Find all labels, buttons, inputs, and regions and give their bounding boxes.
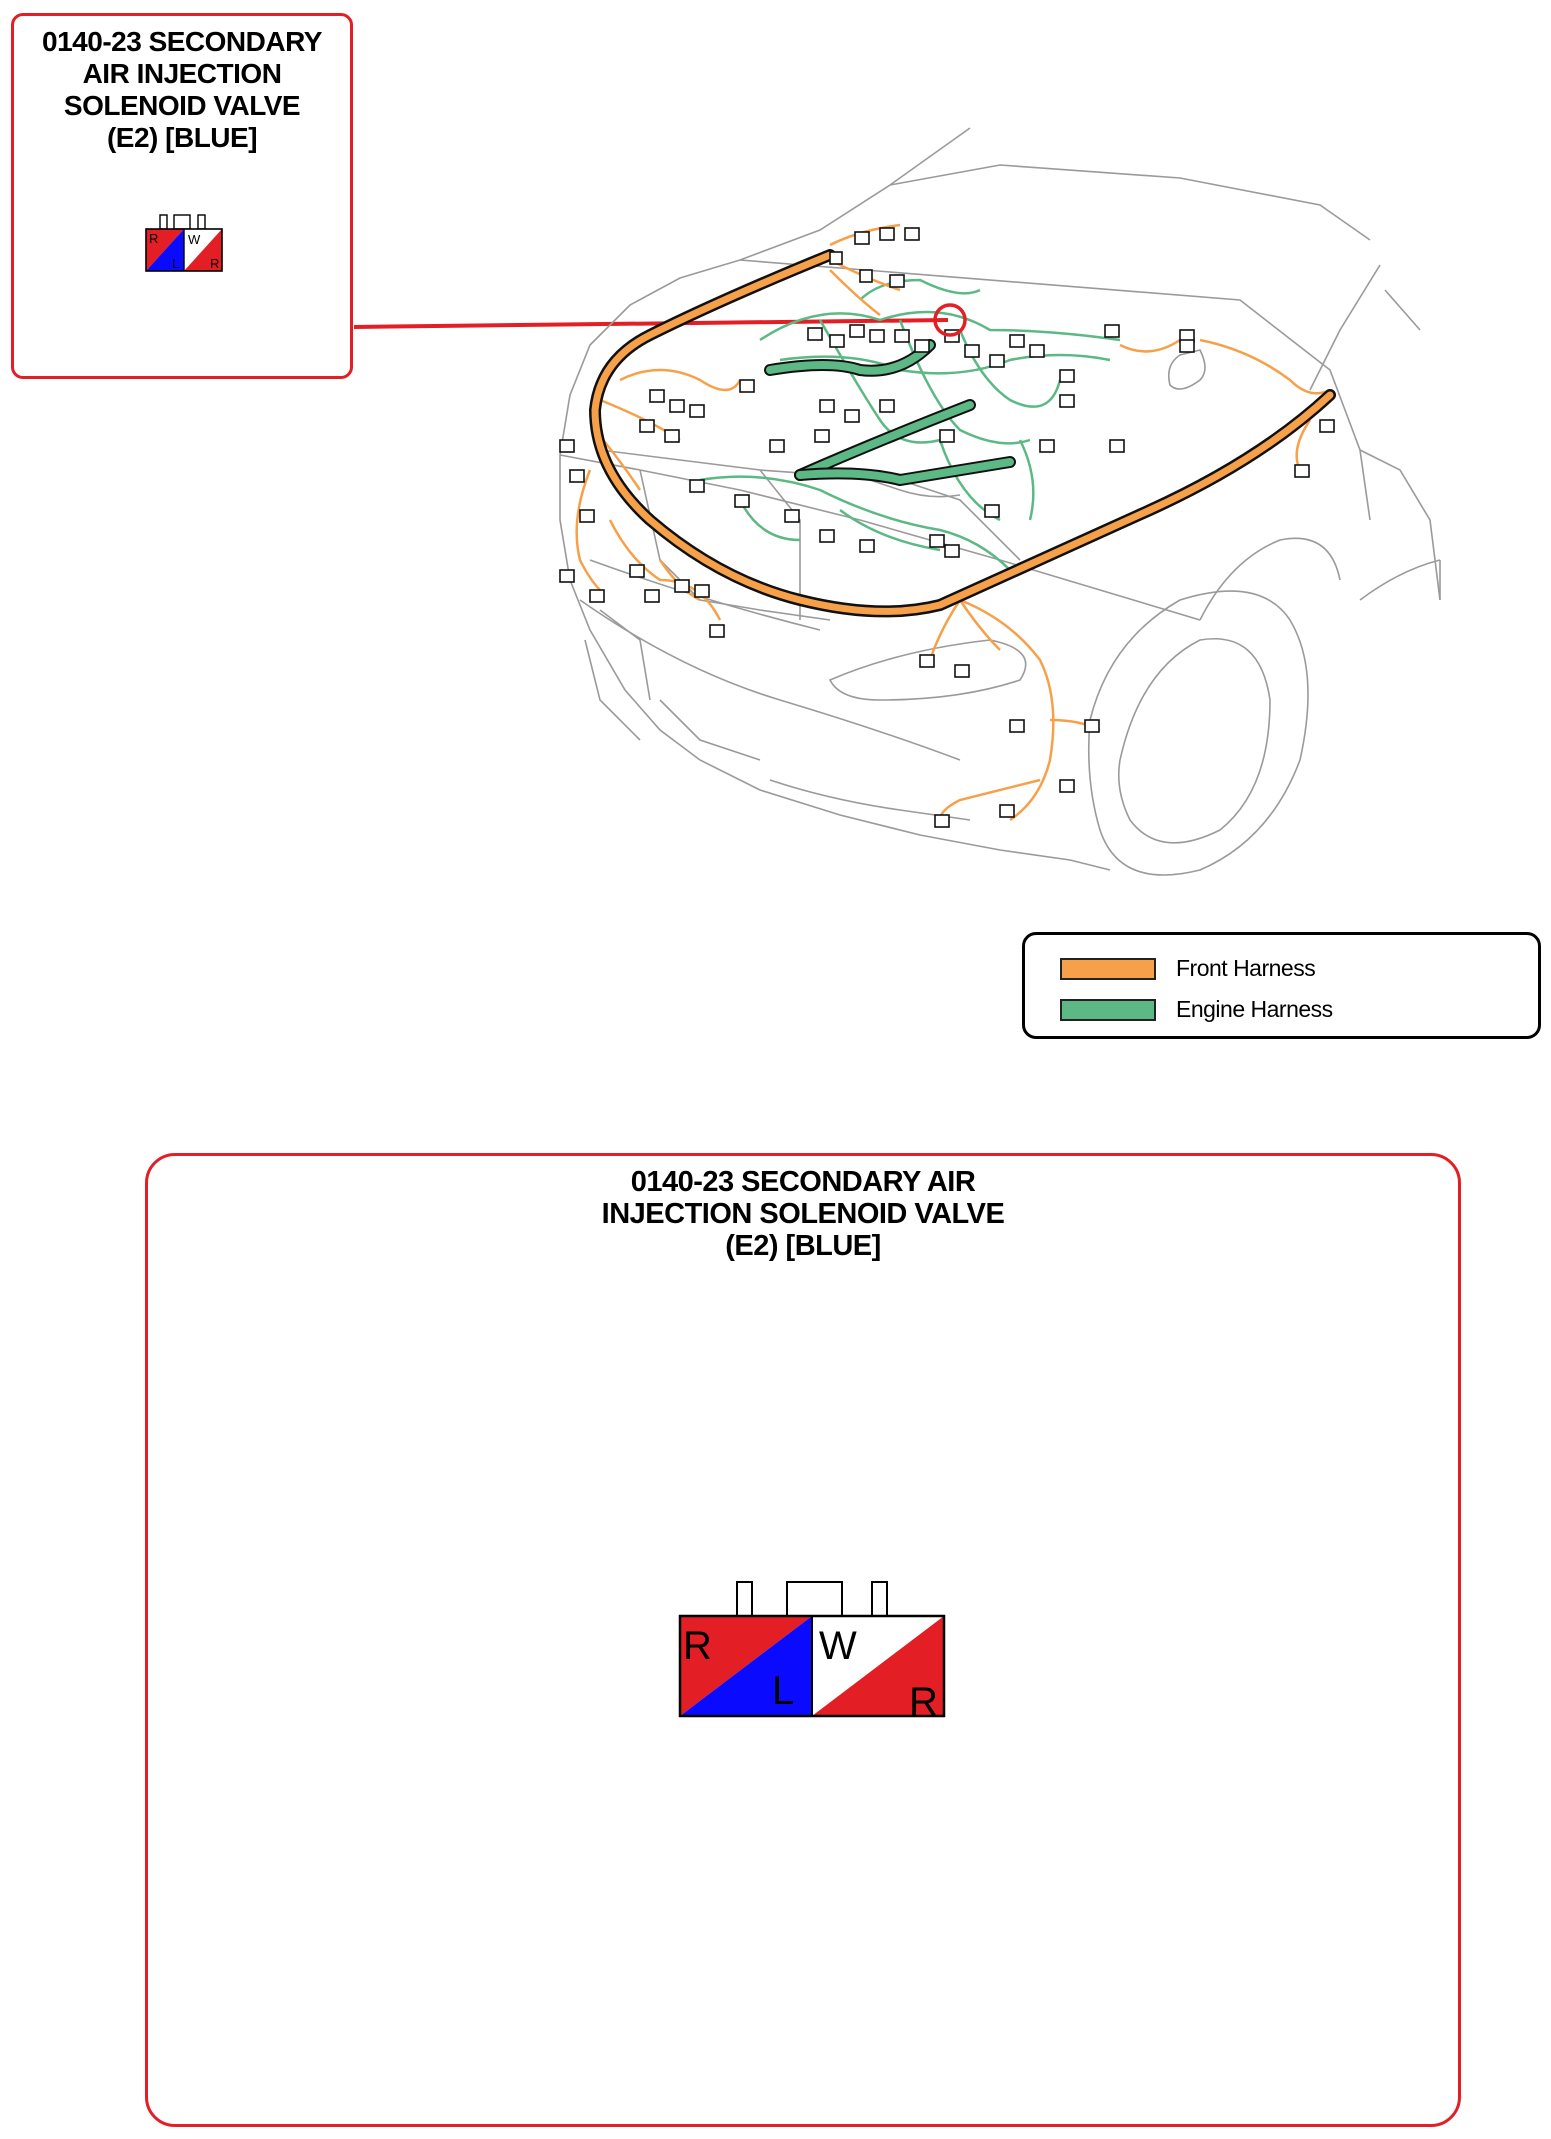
mini-pin-letter: L bbox=[172, 256, 180, 271]
engine-harness-swatch bbox=[1060, 999, 1156, 1021]
pin-1-wire-color-letter: R bbox=[683, 1624, 712, 1668]
connector-latches bbox=[737, 1582, 887, 1616]
connector-face-diagram bbox=[677, 1568, 947, 1720]
detail-title-line: INJECTION SOLENOID VALVE bbox=[601, 1198, 1005, 1230]
callout-title-line: AIR INJECTION bbox=[82, 58, 282, 89]
connector-detail-box bbox=[145, 1153, 1461, 2127]
callout-title bbox=[14, 26, 350, 154]
front-harness-main-trunk bbox=[595, 255, 1330, 611]
front-harness-swatch bbox=[1060, 958, 1156, 980]
legend-label: Engine Harness bbox=[1176, 996, 1333, 1022]
legend-item-front-harness bbox=[1060, 955, 1315, 982]
mini-connector-icon bbox=[144, 213, 226, 279]
callout-title-line: SOLENOID VALVE bbox=[63, 90, 301, 121]
callout-title-line: (E2) [BLUE] bbox=[106, 122, 258, 153]
legend-item-engine-harness bbox=[1060, 996, 1333, 1023]
pin-2-wire-color-letter: R bbox=[909, 1680, 938, 1720]
mini-pin-letter: R bbox=[210, 256, 220, 271]
detail-title-line: (E2) [BLUE] bbox=[725, 1230, 881, 1262]
detail-title-line: 0140-23 SECONDARY AIR bbox=[630, 1166, 976, 1198]
pin-2-wire-color-letter: W bbox=[819, 1624, 857, 1668]
callout-title-line: 0140-23 SECONDARY bbox=[42, 26, 322, 57]
legend-label: Front Harness bbox=[1176, 955, 1316, 981]
mini-pin-letter: R bbox=[149, 231, 159, 246]
pin-1-wire-color-letter: L bbox=[772, 1669, 795, 1713]
connector-detail-title bbox=[148, 1166, 1458, 1262]
connector-callout-box bbox=[11, 13, 353, 379]
mini-pin-letter: W bbox=[188, 232, 201, 247]
vehicle-outline bbox=[560, 128, 1440, 875]
harness-legend bbox=[1022, 932, 1541, 1039]
